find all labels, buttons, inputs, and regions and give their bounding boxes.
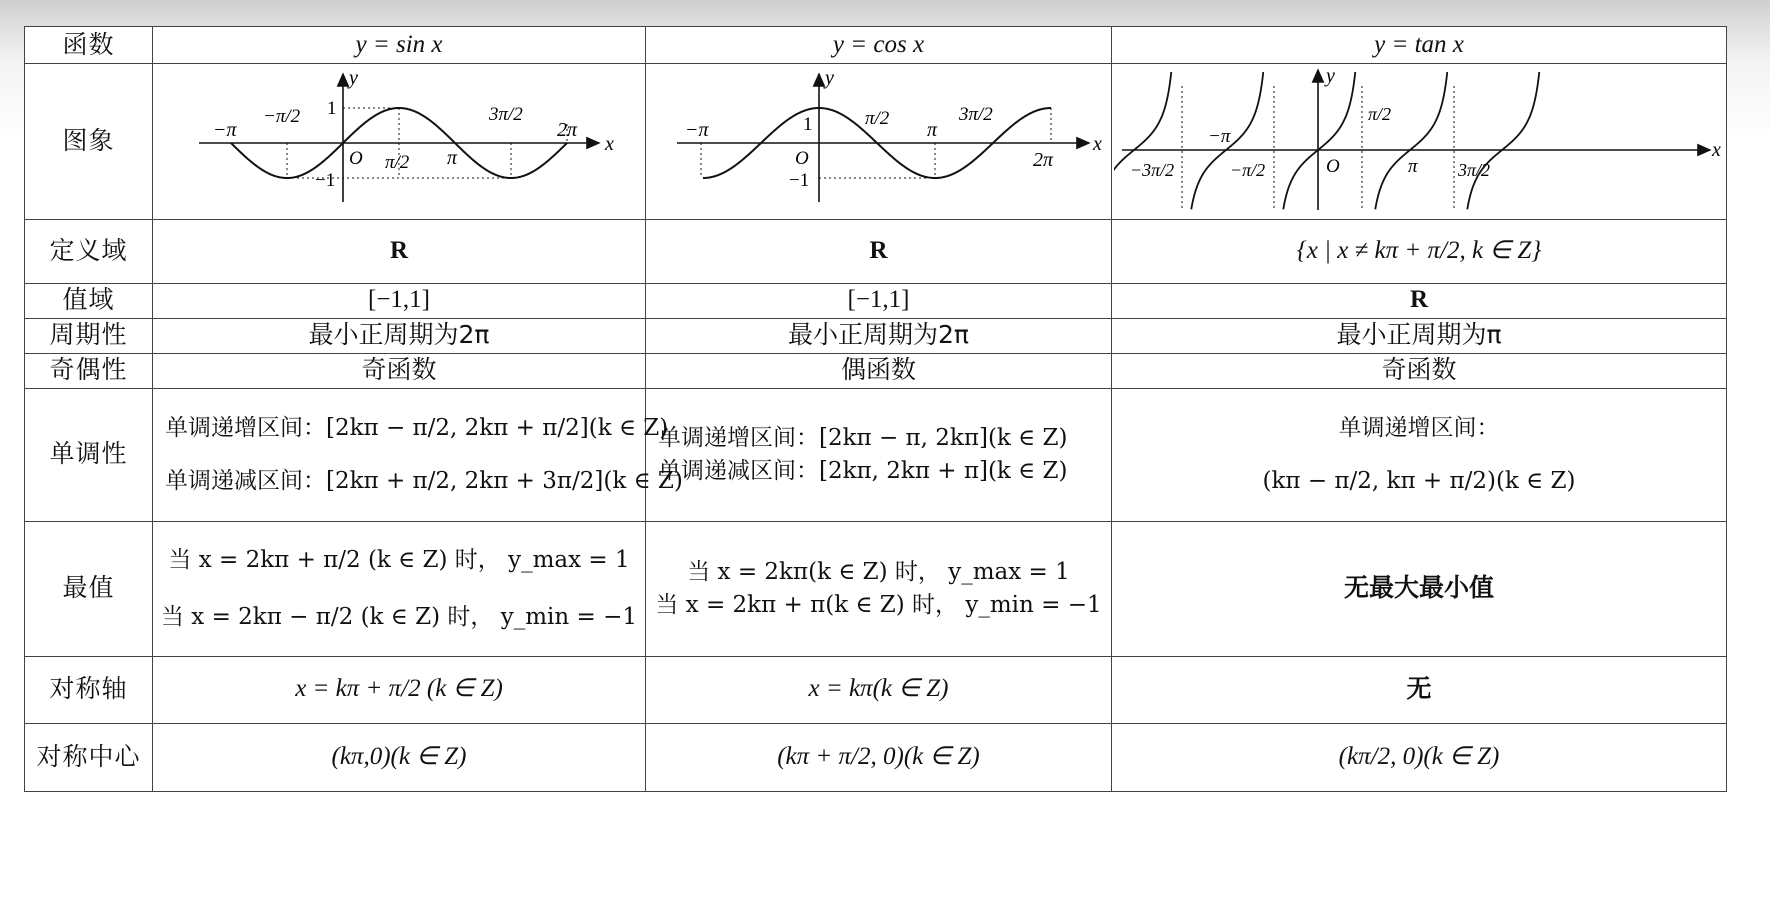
sin-label-neg-pi: −π [213,119,237,141]
extreme-row [25,521,1727,656]
domain-cos: R [646,219,1112,283]
sin-graph [159,64,639,212]
sin-label-pi: π [447,147,458,169]
parity-sin: 奇函数 [153,353,646,388]
period-sin: 最小正周期为2π [153,318,646,353]
header-function: 函数 [25,27,153,64]
cos-label-three-pi-half: 3π/2 [958,104,993,125]
label-axis: 对称轴 [25,656,153,723]
label-graph: 图象 [25,64,153,220]
period-cos: 最小正周期为2π [646,318,1112,353]
extreme-sin-min: 当 x = 2kπ − π/2 (k ∈ Z) 时， y_min = −1 [161,603,637,630]
sin-label-three-pi-half: 3π/2 [489,104,523,125]
extreme-tan: 无最大最小值 [1112,521,1727,656]
monotonic-tan [1112,388,1727,521]
sin-label-x: x [605,133,614,155]
tan-label-origin: O [1326,156,1340,177]
cos-graph-cell [646,64,1112,220]
range-sin: [−1,1] [153,283,646,318]
monotonic-sin-inc: 单调递增区间：[2kπ − π/2, 2kπ + π/2](k ∈ Z) [165,415,669,442]
label-range: 值域 [25,283,153,318]
tan-label-y: y [1326,65,1335,87]
tan-label-neg-pi: −π [1208,126,1231,147]
period-tan: 最小正周期为π [1112,318,1727,353]
cos-label-y: y [824,67,834,89]
cos-label-origin: O [794,148,809,169]
parity-tan: 奇函数 [1112,353,1727,388]
sin-label-y: y [349,67,358,89]
cos-label-two-pi: 2π [1032,149,1053,171]
trig-function-table [24,26,1727,792]
label-period: 周期性 [25,318,153,353]
label-center: 对称中心 [25,723,153,791]
center-tan: (kπ/2, 0)(k ∈ Z) [1112,723,1727,791]
range-cos: [−1,1] [646,283,1112,318]
extreme-cos-max: 当 x = 2kπ(k ∈ Z) 时， y_max = 1 [687,559,1070,586]
domain-sin: R [153,219,646,283]
monotonic-cos [646,388,1112,521]
monotonic-tan-label: 单调递增区间： [1338,415,1500,442]
label-parity: 奇偶性 [25,353,153,388]
tan-label-neg-pi-half: −π/2 [1230,160,1266,180]
monotonic-sin [153,388,683,521]
sin-label-neg-pi-half: −π/2 [263,106,301,127]
tan-curve [1114,72,1539,209]
parity-row [25,353,1727,388]
cos-label-neg-pi: −π [684,119,709,141]
tan-label-pi-half: π/2 [1368,104,1392,124]
extreme-sin [153,521,646,656]
graph-row [25,64,1727,220]
extreme-cos-min: 当 x = 2kπ + π(k ∈ Z) 时， y_min = −1 [655,591,1102,618]
header-cos: y = cos x [646,27,1112,64]
center-row [25,723,1727,791]
monotonic-row [25,388,1727,521]
header-row [25,27,1727,64]
label-extreme: 最值 [25,521,153,656]
tan-label-three-pi-half: 3π/2 [1458,160,1491,180]
center-sin: (kπ,0)(k ∈ Z) [153,723,646,791]
monotonic-sin-dec: 单调递减区间：[2kπ + π/2, 2kπ + 3π/2](k ∈ Z) [165,467,683,494]
label-domain: 定义域 [25,219,153,283]
parity-cos: 偶函数 [646,353,1112,388]
axis-row [25,656,1727,723]
sin-label-origin: O [349,148,363,169]
axis-cos: x = kπ(k ∈ Z) [646,656,1112,723]
cos-label-x: x [1092,133,1102,155]
axis-tan: 无 [1112,656,1727,723]
cos-label-pi: π [926,119,937,141]
tan-label-x: x [1712,139,1721,161]
axis-sin: x = kπ + π/2 (k ∈ Z) [153,656,646,723]
label-monotonic: 单调性 [25,388,153,521]
header-tan: y = tan x [1112,27,1727,64]
monotonic-cos-inc: 单调递增区间：[2kπ − π, 2kπ](k ∈ Z) [658,425,1068,452]
sin-label-pi-half: π/2 [385,152,410,173]
sin-label-neg-one: −1 [315,170,336,191]
sin-label-one: 1 [327,98,337,119]
monotonic-cos-dec: 单调递减区间：[2kπ, 2kπ + π](k ∈ Z) [658,457,1068,484]
tan-label-neg-three-pi-half: −3π/2 [1130,160,1175,180]
cos-label-pi-half: π/2 [864,108,889,129]
sin-graph-cell [153,64,646,220]
extreme-cos [646,521,1112,656]
extreme-sin-max: 当 x = 2kπ + π/2 (k ∈ Z) 时， y_max = 1 [168,547,630,574]
tan-label-pi: π [1408,156,1418,177]
domain-tan: {x | x ≠ kπ + π/2, k ∈ Z} [1112,219,1727,283]
header-sin: y = sin x [153,27,646,64]
center-cos: (kπ + π/2, 0)(k ∈ Z) [646,723,1112,791]
domain-row [25,219,1727,283]
range-tan: R [1112,283,1727,318]
range-row [25,283,1727,318]
cos-label-neg-one: −1 [788,170,809,191]
sin-label-two-pi: 2π [557,119,578,141]
cos-graph [649,64,1109,212]
tan-graph [1114,64,1724,212]
monotonic-tan-inc: (kπ − π/2, kπ + π/2)(k ∈ Z) [1262,467,1576,494]
period-row [25,318,1727,353]
tan-graph-cell [1112,64,1727,220]
cos-label-one: 1 [802,114,812,135]
